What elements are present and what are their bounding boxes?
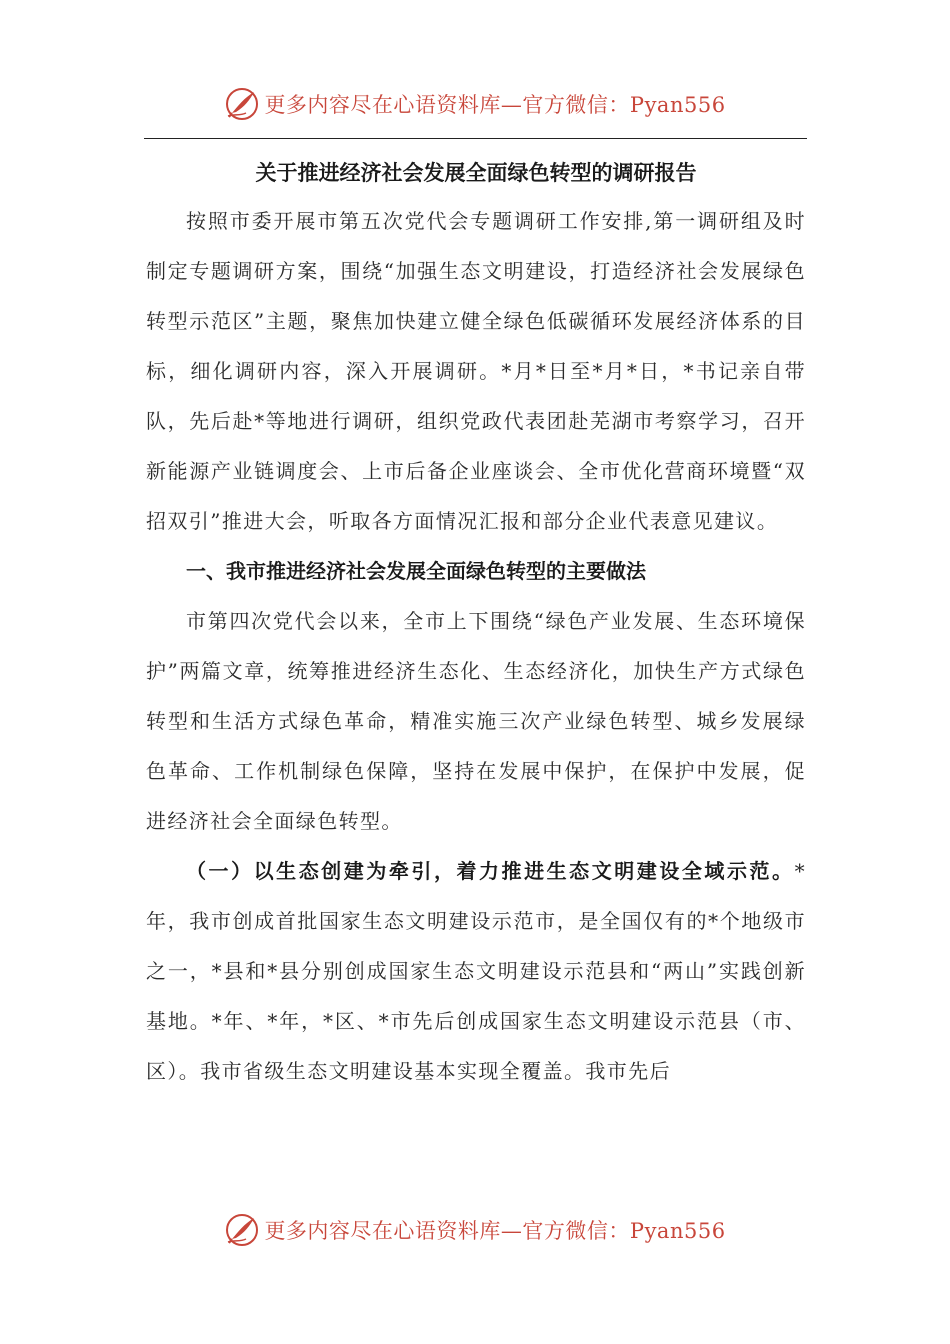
intro-paragraph: 按照市委开展市第五次党代会专题调研工作安排,第一调研组及时制定专题调研方案，围绕“加强生态文明建设，打造经济社会发展绿色转型示范区”主题，聚焦加快建立健全绿色低碳循环发展经济体系的目标，细化调研内容，深入开展调研。*月*日至*月*日，*书记亲自带队，先后赴*等地进行调研，组织党政代表团赴芜湖市考察学习，召开新能源产业链调度会、上市后备企业座谈会、全市优化营商环境暨“双招双引”推进大会，听取各方面情况汇报和部分企业代表意见建议。 bbox=[146, 209, 806, 533]
subsection-body: *年，我市创成首批国家生态文明建设示范市，是全国仅有的*个地级市之一，*县和*县分别创成国家生态文明建设示范县和“两山”实践创新基地。*年、*年，*区、*市先后创成国家生态文明建设示范县（市、区）。我市省级生态文明建设基本实现全覆盖。我市先后 bbox=[146, 859, 806, 1083]
header-watermark-banner bbox=[0, 80, 950, 128]
banner-text: 更多内容尽在心语资料库—官方微信：Pyan556 bbox=[264, 93, 726, 117]
quill-pen-icon bbox=[224, 86, 260, 122]
header-divider bbox=[144, 138, 807, 139]
subsection-paragraph bbox=[146, 846, 806, 1096]
quill-pen-icon bbox=[224, 1212, 260, 1248]
subsection-heading: （一）以生态创建为牵引，着力推进生态文明建设全域示范。 bbox=[186, 859, 795, 883]
document-body bbox=[146, 150, 806, 1096]
section-paragraph: 市第四次党代会以来，全市上下围绕“绿色产业发展、生态环境保护”两篇文章，统筹推进经济生态化、生态经济化，加快生产方式绿色转型和生活方式绿色革命，精准实施三次产业绿色转型、城乡发展绿色革命、工作机制绿色保障，坚持在发展中保护，在保护中发展，促进经济社会全面绿色转型。 bbox=[146, 609, 806, 833]
section-heading: 一、我市推进经济社会发展全面绿色转型的主要做法 bbox=[186, 559, 646, 583]
banner-text: 更多内容尽在心语资料库—官方微信：Pyan556 bbox=[264, 1219, 726, 1243]
footer-watermark-banner bbox=[0, 1206, 950, 1254]
document-title: 关于推进经济社会发展全面绿色转型的调研报告 bbox=[255, 160, 697, 185]
